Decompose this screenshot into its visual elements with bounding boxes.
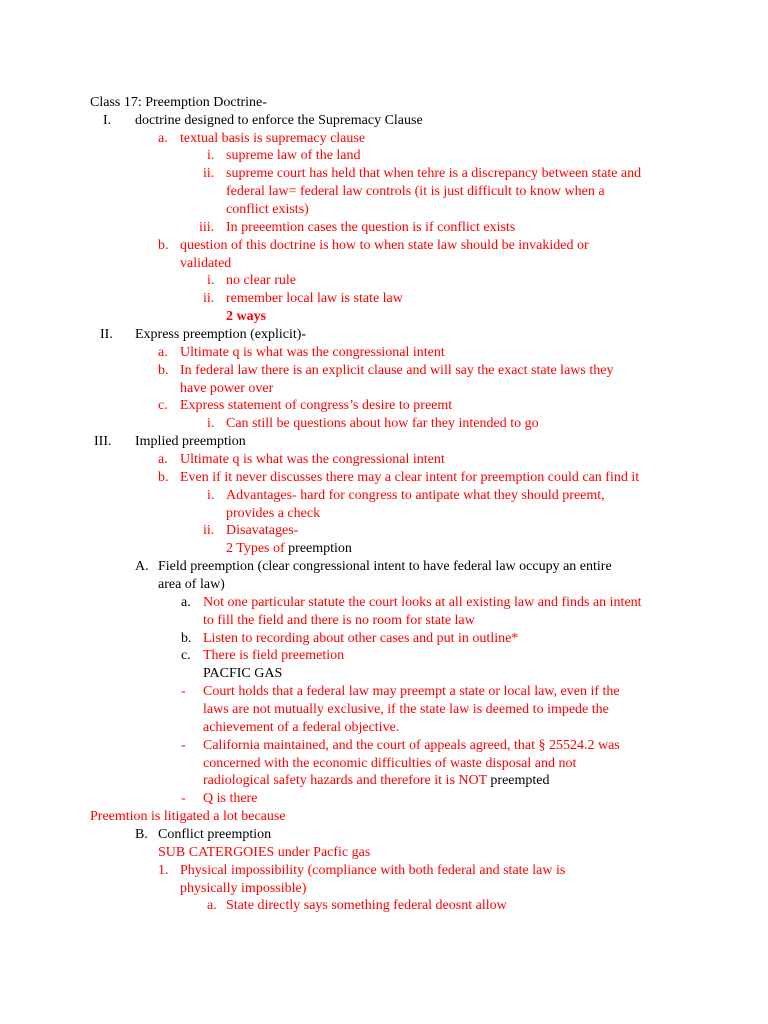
outline-item: question of this doctrine is how to when state law should be invakided or [180, 238, 589, 253]
outline-item: supreme law of the land [226, 148, 361, 163]
types-note-black: preemption [288, 541, 352, 556]
outline-item: Conflict preemption [158, 827, 272, 842]
outline-marker: ii. [203, 166, 215, 181]
preempted-note-black: preempted [490, 773, 550, 788]
outline-marker: b. [158, 470, 169, 485]
outline-item-continued: have power over [180, 381, 274, 396]
outline-item: no clear rule [226, 273, 296, 288]
outline-marker: i. [207, 488, 215, 503]
outline-item: Physical impossibility (compliance with both federal and state law is [180, 863, 566, 878]
outline-marker: a. [158, 345, 168, 360]
outline-item: Advantages- hard for congress to antipate what they should preemt, [226, 488, 605, 503]
outline-marker: a. [158, 131, 168, 146]
outline-item: Can still be questions about how far they intended to go [226, 416, 539, 431]
outline-item-continued [203, 772, 550, 790]
outline-item-continued: to fill the field and there is no room for state law [203, 613, 475, 628]
outline-item: State directly says something federal deosnt allow [226, 898, 507, 913]
outline-marker: i. [207, 416, 215, 431]
outline-marker: a. [181, 595, 191, 610]
dash-marker: - [181, 684, 186, 699]
outline-marker: b. [181, 631, 192, 646]
document-title: Class 17: Preemption Doctrine- [90, 95, 267, 110]
outline-marker: ii. [203, 291, 215, 306]
outline-item: Q is there [203, 791, 258, 806]
outline-item: remember local law is state law [226, 291, 403, 306]
dash-marker: - [181, 738, 186, 753]
outline-marker: c. [181, 648, 191, 663]
outline-item: Field preemption (clear congressional intent to have federal law occupy an entire [158, 559, 612, 574]
outline-item: Express preemption (explicit)- [135, 327, 307, 342]
subcategory-heading: SUB CATERGOIES under Pacfic gas [158, 845, 371, 860]
outline-item: Implied preemption [135, 434, 246, 449]
outline-item-continued: concerned with the economic difficulties of waste disposal and not [203, 756, 577, 771]
outline-item: There is field preemetion [203, 648, 345, 663]
outline-marker: b. [158, 363, 169, 378]
types-note-red: 2 Types of [226, 541, 289, 556]
outline-marker: i. [207, 273, 215, 288]
outline-item: Even if it never discusses there may a clear intent for preemption could can find it [180, 470, 640, 485]
outline-item: textual basis is supremacy clause [180, 131, 366, 146]
outline-item: Express statement of congress’s desire to preemt [180, 398, 453, 413]
types-note [226, 540, 352, 558]
outline-item-continued: federal law= federal law controls (it is just difficult to know when a [226, 184, 605, 199]
outline-item-continued: physically impossible) [180, 881, 307, 896]
outline-marker: III. [94, 434, 112, 449]
outline-marker: b. [158, 238, 169, 253]
outline-marker: a. [207, 898, 217, 913]
outline-item: supreme court has held that when tehre is a discrepancy between state and [226, 166, 642, 181]
outline-marker: a. [158, 452, 168, 467]
outline-item-continued: conflict exists) [226, 202, 309, 217]
bold-note: 2 ways [226, 309, 267, 324]
outline-item-continued: validated [180, 256, 232, 271]
outline-marker: 1. [158, 863, 169, 878]
outline-item-continued: provides a check [226, 506, 321, 521]
outline-marker: iii. [199, 220, 215, 235]
outline-item: In preeemtion cases the question is if conflict exists [226, 220, 516, 235]
outline-item: Listen to recording about other cases and put in outline* [203, 631, 519, 646]
outline-item: Disavatages- [226, 523, 299, 538]
outline-item-continued: achievement of a federal objective. [203, 720, 400, 735]
outline-item: California maintained, and the court of appeals agreed, that § 25524.2 was [203, 738, 620, 753]
outline-marker: B. [135, 827, 148, 842]
margin-note: Preemtion is litigated a lot because [90, 809, 286, 824]
outline-marker: c. [158, 398, 168, 413]
outline-item: doctrine designed to enforce the Supremacy Clause [135, 113, 423, 128]
dash-marker: - [181, 791, 186, 806]
outline-item: Court holds that a federal law may preempt a state or local law, even if the [203, 684, 620, 699]
preempted-note-red: radiological safety hazards and therefore it is NOT [203, 773, 491, 788]
outline-item: Ultimate q is what was the congressional intent [180, 345, 445, 360]
outline-marker: I. [103, 113, 112, 128]
outline-item: Not one particular statute the court looks at all existing law and finds an intent [203, 595, 642, 610]
outline-marker: ii. [203, 523, 215, 538]
outline-item-continued: area of law) [158, 577, 225, 592]
outline-marker: II. [100, 327, 113, 342]
outline-marker: i. [207, 148, 215, 163]
outline-item-continued: laws are not mutually exclusive, if the state law is deemed to impede the [203, 702, 609, 717]
outline-item: Ultimate q is what was the congressional intent [180, 452, 445, 467]
case-name: PACFIC GAS [203, 666, 283, 681]
outline-marker: A. [135, 559, 149, 574]
outline-item: In federal law there is an explicit clause and will say the exact state laws they [180, 363, 614, 378]
